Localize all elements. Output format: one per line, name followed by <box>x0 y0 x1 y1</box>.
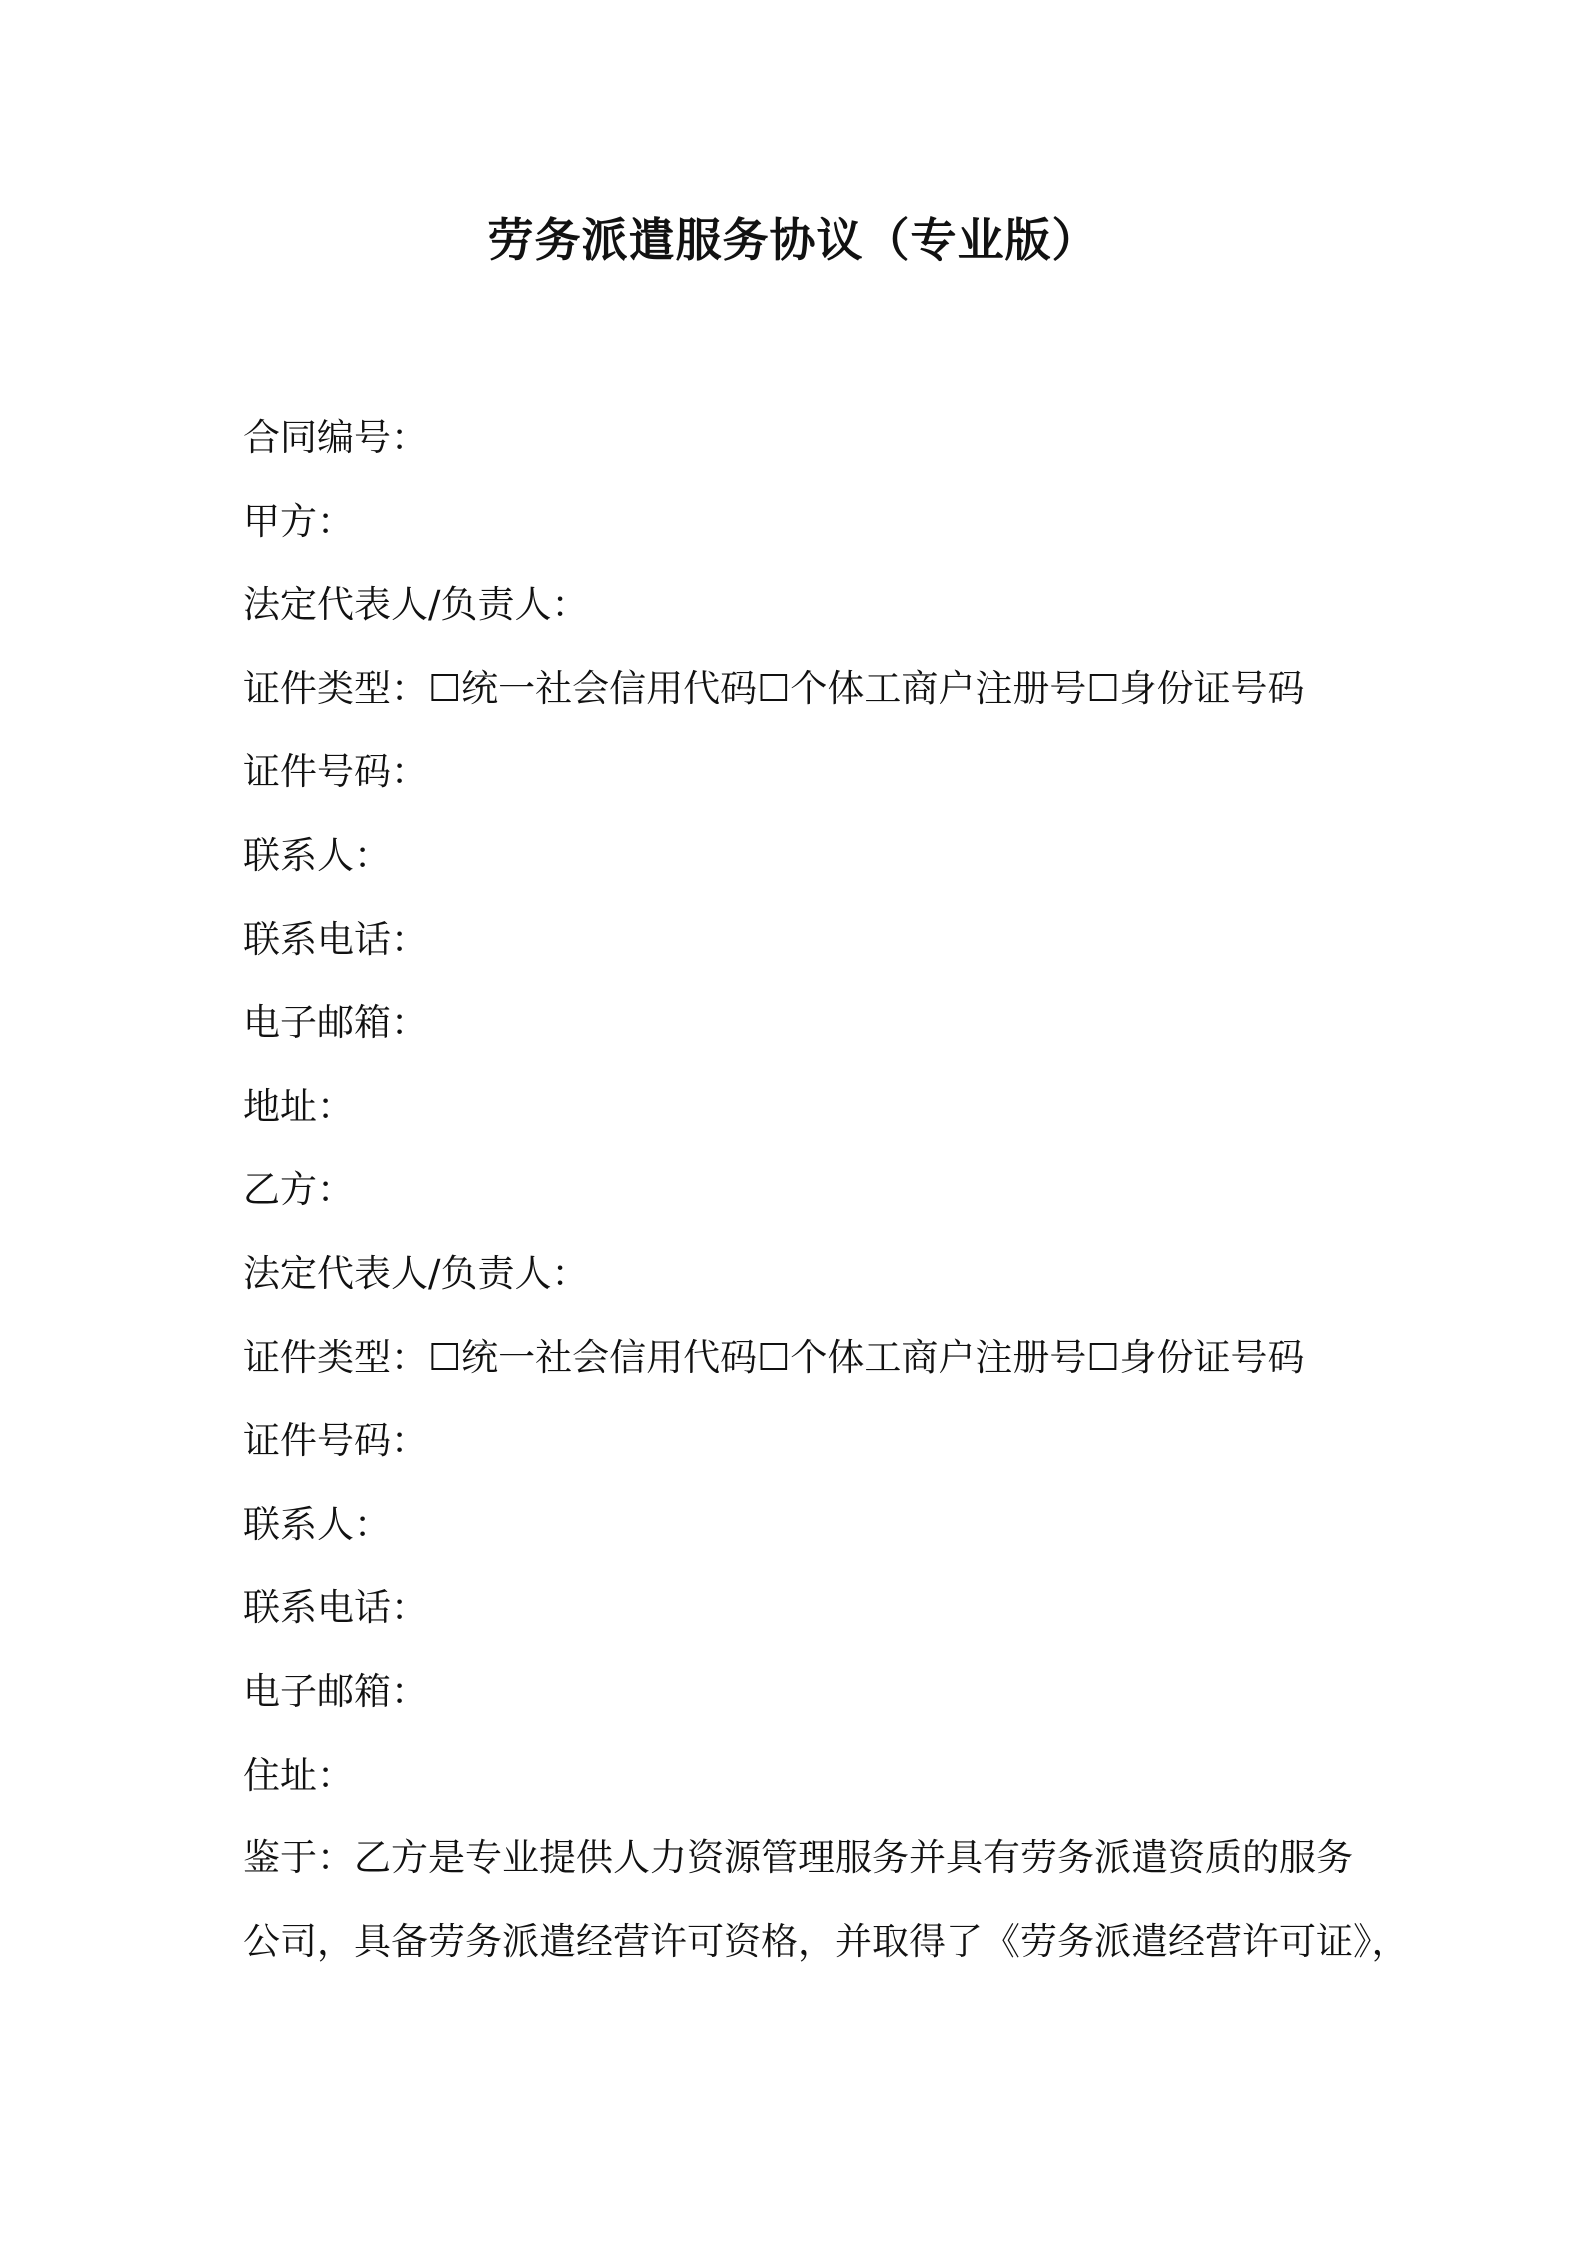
field-party-b-email: 电子邮箱： <box>243 1669 428 1713</box>
field-party-a-phone: 联系电话： <box>243 917 428 961</box>
field-party-b-residence: 住址： <box>243 1753 354 1797</box>
field-party-a-legal-representative: 法定代表人/负责人： <box>243 583 589 627</box>
field-party-b: 乙方： <box>243 1168 354 1212</box>
field-contract-number: 合同编号： <box>243 416 428 459</box>
field-party-a-contact: 联系人： <box>243 833 391 877</box>
field-party-a-id-number: 证件号码： <box>243 750 428 794</box>
field-party-b-phone: 联系电话： <box>243 1586 428 1630</box>
party-info-fields <box>243 408 1363 1829</box>
field-party-b-contact: 联系人： <box>243 1502 391 1546</box>
field-party-b-legal-representative: 法定代表人/负责人： <box>243 1251 589 1295</box>
field-party-a-email: 电子邮箱： <box>243 1001 428 1045</box>
preamble-paragraph <box>243 1828 1409 1995</box>
field-party-b-id-number: 证件号码： <box>243 1419 428 1463</box>
field-party-a: 甲方： <box>243 499 354 543</box>
document-title: 劳务派遣服务协议（专业版） <box>487 213 1099 267</box>
field-party-a-id-type: 证件类型：☐统一社会信用代码☐个体工商户注册号☐身份证号码 <box>243 666 1305 710</box>
field-party-b-id-type: 证件类型：☐统一社会信用代码☐个体工商户注册号☐身份证号码 <box>243 1335 1305 1379</box>
field-party-a-address: 地址： <box>243 1084 354 1128</box>
preamble-line: 鉴于：乙方是专业提供人力资源管理服务并具有劳务派遣资质的服务 <box>243 1836 1353 1879</box>
preamble-line: 公司，具备劳务派遣经营许可资格，并取得了《劳务派遣经营许可证》， <box>243 1919 1409 1963</box>
